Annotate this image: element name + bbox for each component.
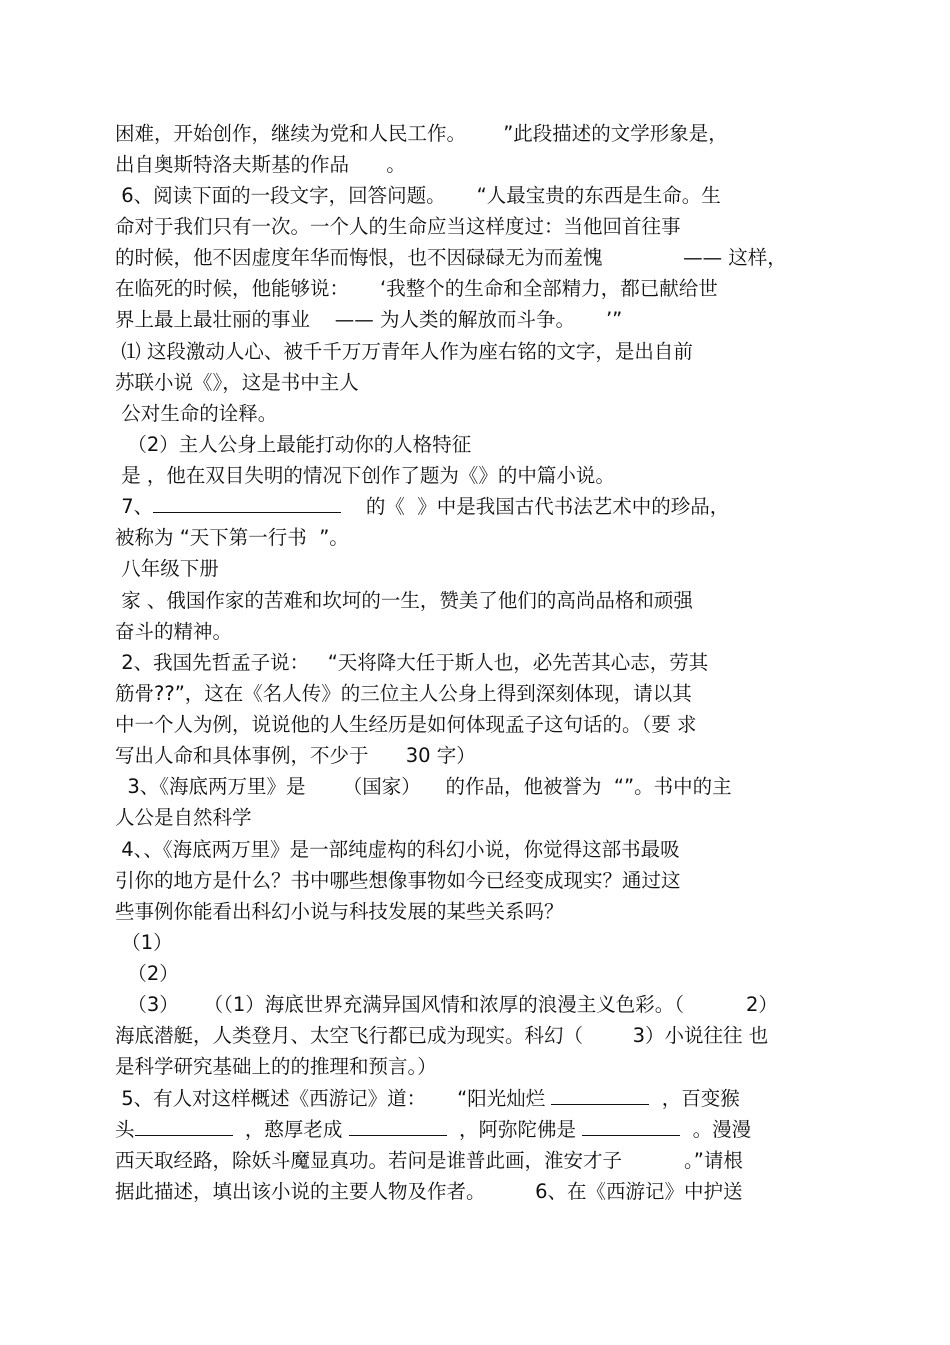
text-line: 奋斗的精神。 bbox=[115, 620, 233, 643]
text-span: ，憨厚老成 bbox=[232, 1118, 349, 1141]
text-line: 2、我国先哲孟子说： “天将降大任于斯人也，必先苦其心志，劳其 bbox=[115, 651, 709, 674]
question-7-line bbox=[115, 495, 729, 519]
text-line: 的时候，他不因虚度年华而悔恨，也不因碌碌无为而羞愧 —— 这样， bbox=[115, 246, 787, 269]
answer-blank bbox=[551, 1087, 649, 1105]
text-line: 写出人命和具体事例，不少于 30 字） bbox=[115, 744, 476, 767]
text-line: ⑴ 这段激动人心、被千千万万青年人作为座右铭的文字，是出自前 bbox=[115, 340, 693, 363]
text-line: 6、阅读下面的一段文字，回答问题。 “人最宝贵的东西是生命。生 bbox=[115, 184, 721, 207]
question-5-blanks-line bbox=[115, 1118, 751, 1142]
text-line: 中一个人为例，说说他的人生经历是如何体现孟子这句话的。（要 求 bbox=[115, 713, 697, 736]
text-span: ，阿弥陀佛是 bbox=[446, 1118, 583, 1141]
text-span: 5、有人对这样概述《西游记》道： “阳光灿烂 bbox=[115, 1087, 546, 1110]
text-line: 在临死的时候，他能够说： ‘我整个的生命和全部精力，都已献给世 bbox=[115, 277, 718, 300]
text-span: 。漫漫 bbox=[680, 1118, 752, 1141]
text-line: 些事例你能看出科幻小说与科技发展的某些关系吗？ bbox=[115, 900, 564, 923]
text-line: （3） （（1）海底世界充满异国风情和浓厚的浪漫主义色彩。（ 2） bbox=[115, 993, 778, 1016]
text-line: （2）主人公身上最能打动你的人格特征 bbox=[115, 433, 472, 456]
text-line: 家 、俄国作家的苦难和坎坷的一生，赞美了他们的高尚品格和顽强 bbox=[115, 589, 693, 612]
text-line: 公对生命的诠释。 bbox=[115, 402, 278, 425]
text-line: 界上最上最壮丽的事业 —— 为人类的解放而斗争。 ’” bbox=[115, 308, 623, 331]
text-line: 筋骨??”，这在《名人传》的三位主人公身上得到深刻体现，请以其 bbox=[115, 682, 692, 705]
text-line: （2） bbox=[115, 962, 179, 985]
text-line: 被称为 “天下第一行书 ”。 bbox=[115, 526, 349, 549]
answer-blank bbox=[153, 495, 341, 513]
text-line: 引你的地方是什么？书中哪些想像事物如今已经变成现实？通过这 bbox=[115, 869, 681, 892]
text-span: 的《 》中是我国古代书法艺术中的珍品， bbox=[341, 495, 730, 518]
text-line: 4、、《海底两万里》是一部纯虚构的科幻小说，你觉得这部书最吸 bbox=[115, 838, 680, 861]
question-5-line bbox=[115, 1087, 740, 1111]
answer-blank bbox=[582, 1118, 680, 1136]
text-line: 是科学研究基础上的的推理和预言。） bbox=[115, 1055, 437, 1078]
text-line: 3、《海底两万里》是 （国家） 的作品，他被誉为 “”。书中的主 bbox=[115, 775, 732, 798]
text-line: 出自奥斯特洛夫斯基的作品 。 bbox=[115, 153, 406, 176]
text-span: 头 bbox=[115, 1118, 135, 1141]
answer-blank bbox=[135, 1118, 233, 1136]
text-line: 人公是自然科学 bbox=[115, 806, 252, 829]
answer-blank bbox=[349, 1118, 447, 1136]
text-line: 命对于我们只有一次。一个人的生命应当这样度过：当他回首往事 bbox=[115, 215, 681, 238]
section-heading: 八年级下册 bbox=[115, 557, 219, 580]
text-line: 据此描述，填出该小说的主要人物及作者。 6、在《西游记》中护送 bbox=[115, 1180, 743, 1203]
text-line: 是 ，他在双目失明的情况下创作了题为《》的中篇小说。 bbox=[115, 464, 615, 487]
text-span: ，百变猴 bbox=[649, 1087, 740, 1110]
text-span: 7、 bbox=[115, 495, 154, 518]
text-line: 西天取经路，除妖斗魔显真功。若问是谁普此画，淮安才子 。”请根 bbox=[115, 1149, 743, 1172]
text-line: （1） bbox=[115, 931, 173, 954]
text-line: 困难，开始创作，继续为党和人民工作。 ”此段描述的文学形象是， bbox=[115, 122, 728, 145]
text-line: 海底潜艇，人类登月、太空飞行都已成为现实。科幻（ 3）小说往往 也 bbox=[115, 1024, 769, 1047]
text-line: 苏联小说《》，这是书中主人 bbox=[115, 371, 359, 394]
